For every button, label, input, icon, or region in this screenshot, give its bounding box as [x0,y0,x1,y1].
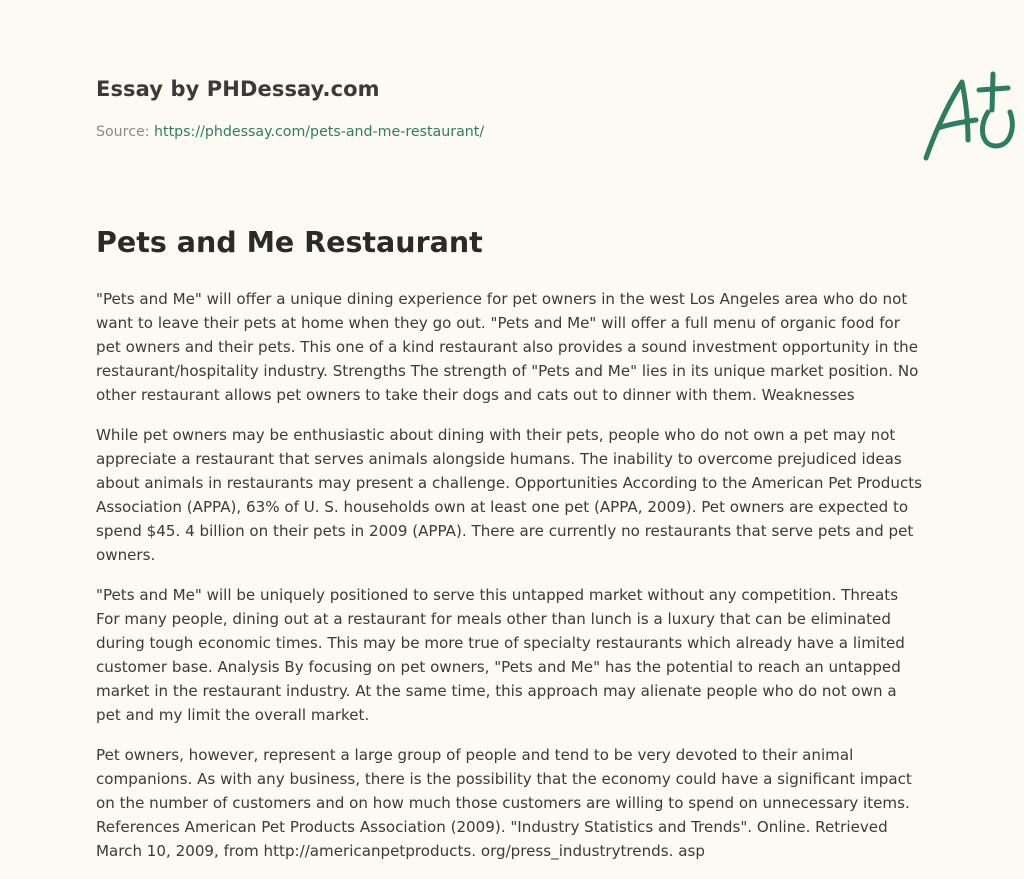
paragraph: "Pets and Me" will offer a unique dining experience for pet owners in the west Los Angeles area who do not want to leave their pets at home when they go out. "Pets and Me" will offer a full menu of organic food for pet owners and their pets. This one of a kind restaurant also provides a sound investment opportunity in the restaurant/hospitality industry. Strengths The strength of "Pets and Me" lies in its unique market position. No other restaurant allows pet owners to take their dogs and cats out to dinner with them. Weaknesses [96,290,919,404]
paragraph: "Pets and Me" will be uniquely positioned to serve this untapped market without any competition. Threats For many people, dining out at a restaurant for meals other than lunch is a luxury that can be eliminated during tough economic times. This may be more true of specialty restaurants which already have a limited customer base. Analysis By focusing on pet owners, "Pets and Me" has the potential to reach an untapped market in the restaurant industry. At the same time, this approach may alienate people who do not own a pet and my limit the overall market. [96,586,905,724]
paragraph: While pet owners may be enthusiastic about dining with their pets, people who do not own a pet may not appreciate a restaurant that serves animals alongside humans. The inability to overcome prejudiced ideas about animals in restaurants may present a challenge. Opportunities According to the American Pet Products Association (APPA), 63% of U. S. households own at least one pet (APPA, 2009). Pet owners are expected to spend $45. 4 billion on their pets in 2009 (APPA). There are currently no restaurants that serve pets and pet owners. [96,426,923,564]
essay-title: Pets and Me Restaurant [96,226,483,259]
source-label: Source: [96,124,150,140]
source-link[interactable]: https://phdessay.com/pets-and-me-restaurant/ [154,124,485,140]
paragraph: Pet owners, however, represent a large group of people and tend to be very devoted to their animal companions. As with any business, there is the possibility that the economy could have a significant impact on the number of customers and on how much those customers are willing to spend on unnecessary items. References American Pet Products Association (2009). "Industry Statistics and Trends". Online. Retrieved March 10, 2009, from http://americanpetproducts. org/press_industrytrends. asp [96,746,912,860]
source-line [96,124,484,140]
site-brand: Essay by PHDessay.com [96,77,380,101]
a-plus-icon [916,68,1024,164]
essay-body [96,287,926,879]
